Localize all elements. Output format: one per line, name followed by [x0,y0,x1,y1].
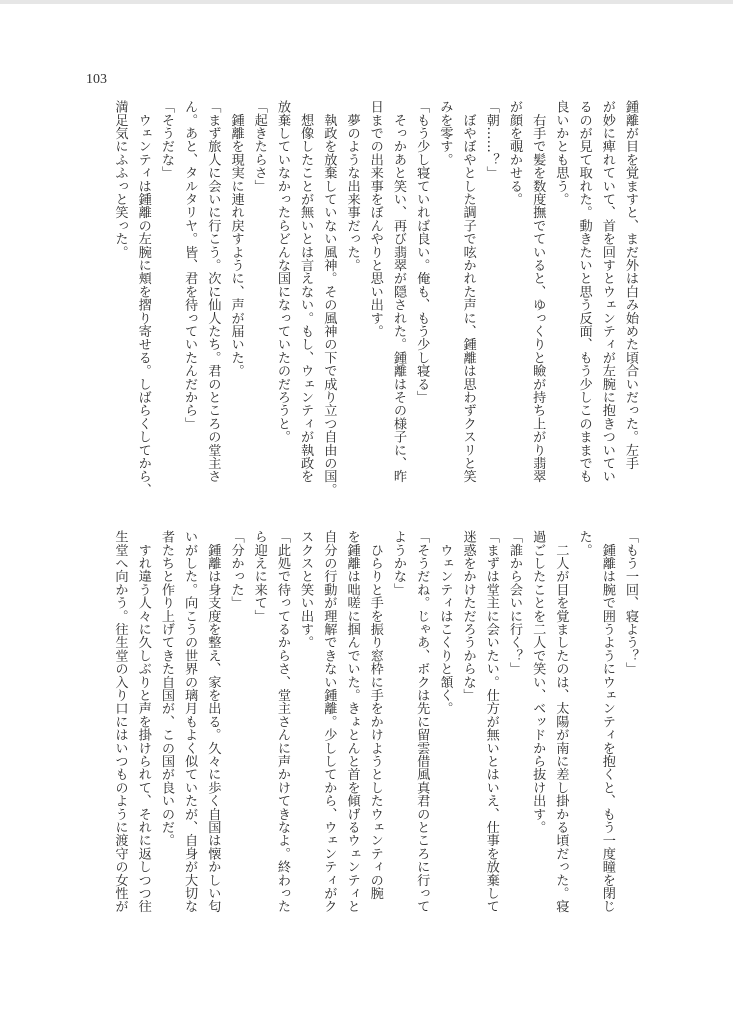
text-line: 二人が目を覚ましたのは、太陽が南に差し掛かる頃だった。寝 [553,530,569,913]
text-line: 「朝……？」 [483,100,499,180]
text-line: 鍾離が目を覚ますと、まだ外は白み始めた頃合いだった。左手 [623,100,638,470]
top-edge-bar [0,0,733,4]
page-number: 103 [86,72,107,87]
text-line: が妙に痺れていて、首を回すとウェンティが左腕に抱きついてい [599,100,615,483]
text-line: 生堂へ向かう。往生堂の入り口にはいつものように渡守の女性が [112,530,128,913]
text-line: 「そうだね。じゃあ、ボクは先に留雲借風真君のところに行って [414,530,430,913]
text-line: 「まずは堂主に会いたい。仕方が無いとはいえ、仕事を放棄して [483,530,499,913]
text-line: スクスと笑い出す。 [298,530,314,649]
text-line: みを零す。 [437,100,453,166]
text-line: た。 [576,530,592,557]
text-line: 「此処で待ってるからさ、堂主さんに声かけてきなよ。終わった [274,530,290,913]
text-line: 満足気にふふっと笑った。 [112,100,128,259]
text-line: 「そうだな」 [158,100,174,180]
text-line: ら迎えに来て」 [251,530,267,623]
text-line: ウェンティは鍾離の左腕に頬を摺り寄せる。しばらくしてから、 [135,100,151,496]
text-line: そっかあと笑い、再び翡翠が隠された。鍾離はその様子に、昨 [390,100,406,483]
text-line: 右手で髪を数度撫でていると、ゆっくりと瞼が持ち上がり翡翠 [530,100,546,483]
text-line: ウェンティはこくりと頷く。 [437,530,453,715]
text-line: 迷惑をかけただろうからな」 [460,530,476,702]
text-line: ひらりと手を振り窓枠に手をかけようとしたウェンティの腕 [367,530,383,900]
text-block-upper [108,100,642,496]
text-line: 者たちと作り上げてきた自国が、この国が良いのだ。 [158,530,174,847]
text-line: 過ごしたことを二人で笑い、ベッドから抜け出す。 [530,530,546,834]
text-line: 鍾離は身支度を整え、家を出る。久々に歩く自国は懐かしい匂 [205,530,221,913]
text-line: るのが見て取れた。動きたいと思う反面、もう少しこのままでも [576,100,592,483]
text-line: ようかな」 [390,530,406,596]
text-line: いがした。向こうの世界の璃月もよく似ていたが、自身が大切な [182,530,198,913]
text-line: ん。あと、タルタリヤ。皆、君を待っていたんだから」 [182,100,198,430]
text-line: 「もう一回、寝よう？」 [623,530,638,676]
text-line: 「まず旅人に会いに行こう。次に仙人たち。君のところの堂主さ [205,100,221,483]
text-line: 鍾離を現実に連れ戻すように、声が届いた。 [228,100,244,378]
text-line: 想像したことが無いとは言えない。もし、ウェンティが執政を [298,100,314,483]
text-line: 「誰から会いに行く？」 [506,530,522,676]
text-line: すれ違う人々に久しぶりと声を掛けられて、それに返しつつ往 [135,530,151,913]
text-line: 日までの出来事をぼんやりと思い出す。 [367,100,383,338]
text-line: 夢のような出来事だった。 [344,100,360,272]
text-line: 執政を放棄していない風神。その風神の下で成り立つ自由の国。 [321,100,337,496]
text-line: 放棄していなかったらどんな国になっていたのだろうと。 [274,100,290,444]
text-line: 鍾離は腕で囲うようにウェンティを抱くと、もう一度瞳を閉じ [599,530,615,913]
text-line: ぼやぼやとした調子で呟かれた声に、鍾離は思わずクスリと笑 [460,100,476,483]
text-line: 自分の行動が理解できない鍾離。少ししてから、ウェンティがク [321,530,337,913]
text-line: を鍾離は咄嗟に掴んでいた。きょとんと首を傾げるウェンティと [344,530,360,913]
text-line: が顔を覗かせる。 [506,100,522,206]
text-line: 「もう少し寝ていれば良い。俺も、もう少し寝る」 [414,100,430,404]
text-block-lower [108,530,642,930]
text-line: 「起きたらさ」 [251,100,267,193]
text-line: 良いかとも思う。 [553,100,569,206]
text-line: 「分かった」 [228,530,244,610]
